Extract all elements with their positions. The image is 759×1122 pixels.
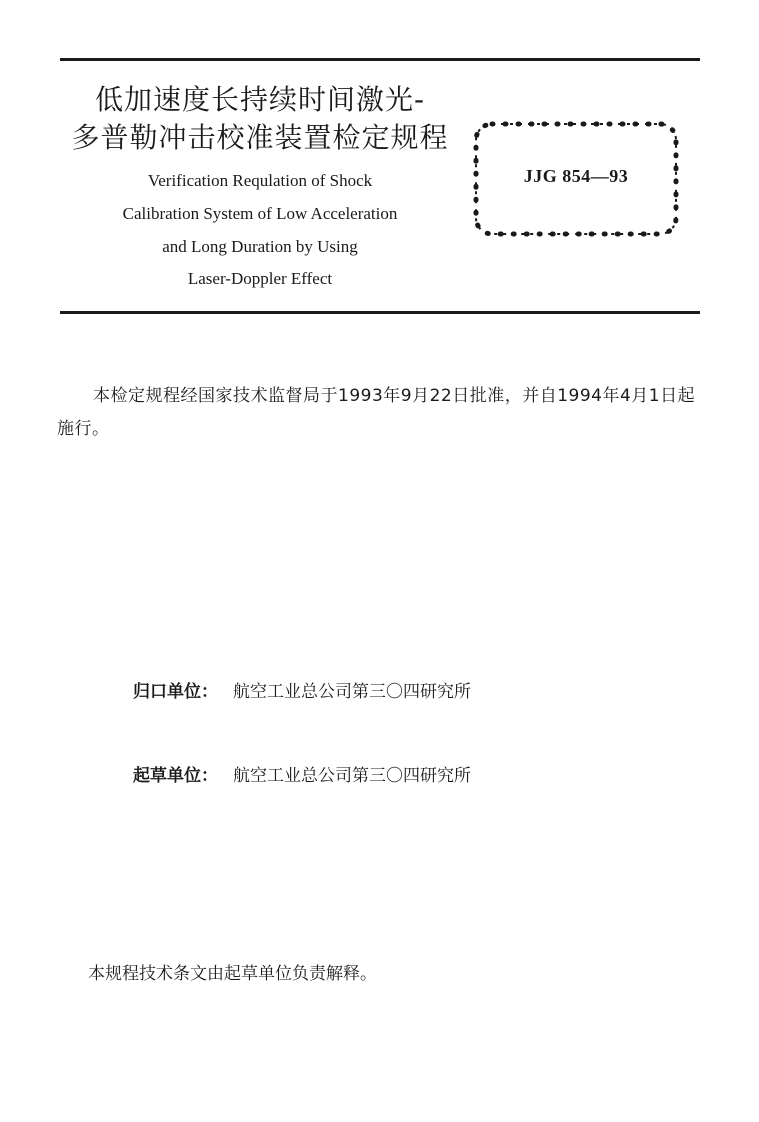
english-title-line-3: and Long Duration by Using bbox=[162, 237, 358, 256]
bottom-rule bbox=[60, 311, 700, 314]
english-title-line-4: Laser-Doppler Effect bbox=[187, 269, 333, 288]
centralized-unit-label: 归口单位： bbox=[133, 682, 218, 702]
english-title-line-2: Calibration System of Low Acceleration bbox=[122, 204, 398, 223]
standard-code-stamp bbox=[470, 118, 682, 240]
chinese-title-line-1: 低加速度长持续时间激光- bbox=[94, 83, 426, 116]
centralized-unit-row bbox=[133, 684, 471, 701]
centralized-unit-value: 航空工业总公司第三〇四研究所 bbox=[233, 682, 471, 702]
standard-code: JJG 854—93 bbox=[523, 166, 629, 186]
drafting-unit-label: 起草单位： bbox=[133, 766, 218, 786]
english-title-line-1: Verification Requlation of Shock bbox=[147, 171, 373, 190]
drafting-unit-value: 航空工业总公司第三〇四研究所 bbox=[233, 766, 471, 786]
drafting-unit-row bbox=[133, 768, 471, 785]
approval-statement: 本检定规程经国家技术监督局于1993年9月22日批准，并自1994年4月1日起施行。 bbox=[57, 386, 696, 439]
top-rule bbox=[60, 58, 700, 61]
chinese-title-line-2: 多普勒冲击校准装置检定规程 bbox=[71, 121, 449, 154]
interpretation-note: 本规程技术条文由起草单位负责解释。 bbox=[88, 964, 377, 984]
